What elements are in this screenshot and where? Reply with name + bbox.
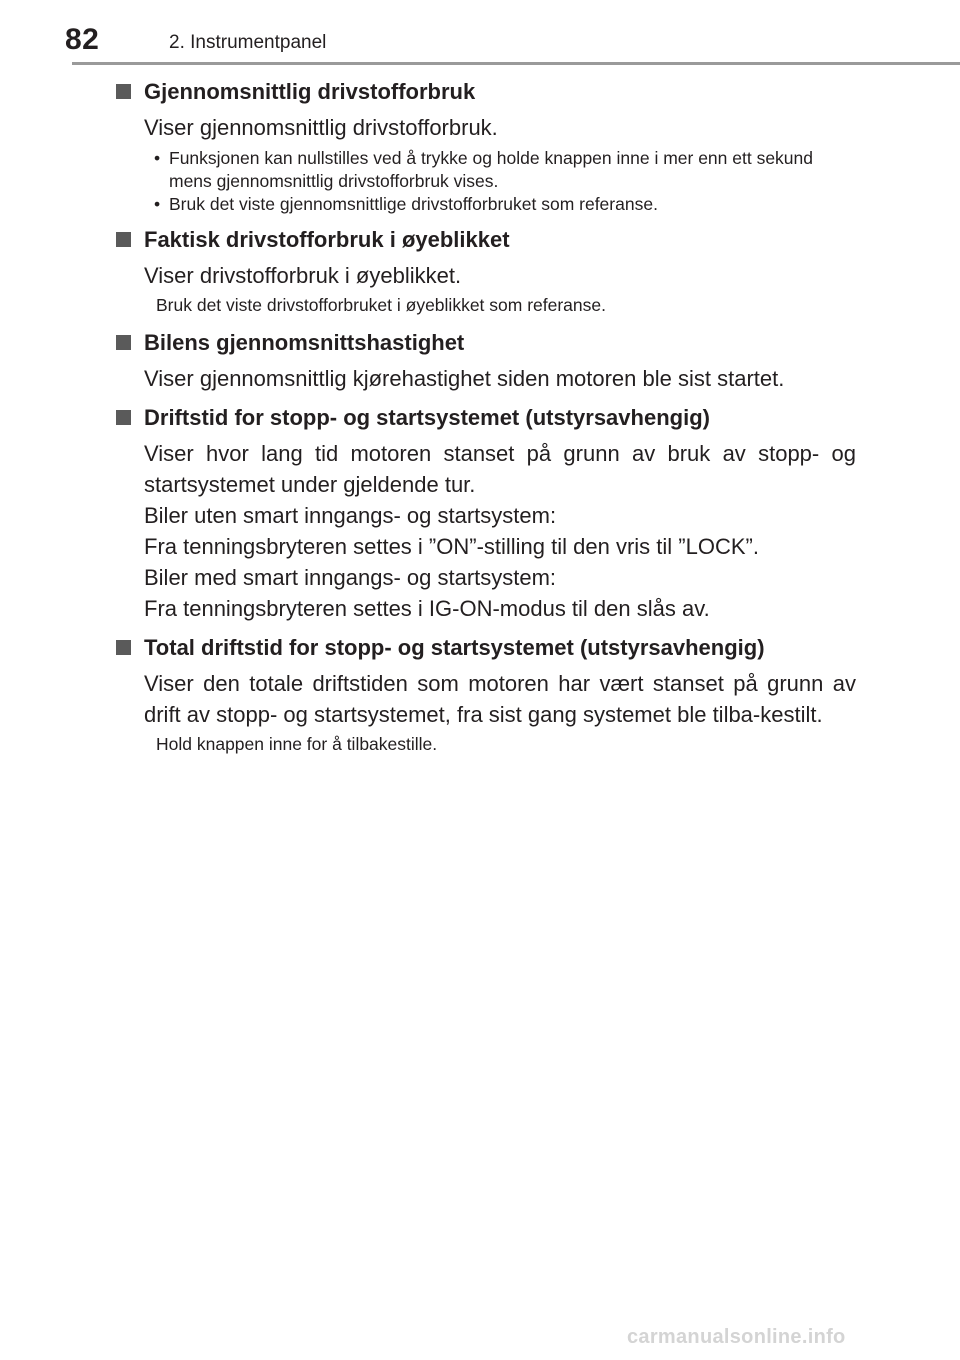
list-item-text: Funksjonen kan nullstilles ved å trykke og holde knappen inne i mer enn ett sekund mens gjennomsnittlig drivstofforbruk vises. [169,148,814,191]
section-title: Driftstid for stopp- og startsystemet (utstyrsavhengig) [144,405,710,430]
section-total-stop-start-run-time [116,632,856,756]
section-average-fuel-consumption [116,76,856,216]
section-stop-start-run-time [116,402,856,624]
section-text: Viser den totale driftstiden som motoren har vært stanset på grunn av drift av stopp- og startsystemet, fra sist gang systemet ble tilba-kestilt. [144,671,856,727]
section-text: Fra tenningsbryteren settes i IG-ON-modus til den slås av. [144,596,710,621]
bullet-list [116,147,856,216]
square-bullet-icon [116,640,131,655]
section-text: Biler med smart inngangs- og startsystem: [144,565,557,590]
section-text: Viser gjennomsnittlig drivstofforbruk. [144,115,498,140]
chapter-title: 2. Instrumentpanel [169,32,327,53]
section-text: Viser gjennomsnittlig kjørehastighet siden motoren ble sist startet. [144,366,785,391]
page-header [0,0,960,66]
section-text: Biler uten smart inngangs- og startsystem: [144,503,557,528]
bullet-dot-icon: • [154,194,161,214]
section-heading [116,76,856,108]
section-heading [116,224,856,256]
square-bullet-icon [116,335,131,350]
section-average-speed [116,327,856,394]
list-item [154,147,856,193]
section-heading [116,327,856,359]
section-title: Bilens gjennomsnittshastighet [144,330,465,355]
section-note: Hold knappen inne for å tilbakestille. [156,734,438,754]
square-bullet-icon [116,232,131,247]
section-title: Faktisk drivstofforbruk i øyeblikket [144,227,510,252]
section-text: Viser hvor lang tid motoren stanset på grunn av bruk av stopp- og startsystemet under gjeldende tur. [144,441,856,497]
header-divider [72,62,960,65]
section-note: Bruk det viste drivstofforbruket i øyeblikket som referanse. [156,295,606,315]
section-title: Total driftstid for stopp- og startsystemet (utstyrsavhengig) [144,635,765,660]
section-text: Fra tenningsbryteren settes i ”ON”-stilling til den vris til ”LOCK”. [144,534,759,559]
list-item [154,193,856,216]
bullet-dot-icon: • [154,148,161,168]
watermark-logo: carmanualsonline.info [627,1326,846,1348]
section-heading [116,632,856,664]
page-number: 82 [65,23,100,56]
section-heading [116,402,856,434]
page-content [116,76,856,756]
section-title: Gjennomsnittlig drivstofforbruk [144,79,476,104]
section-text: Viser drivstofforbruk i øyeblikket. [144,263,462,288]
list-item-text: Bruk det viste gjennomsnittlige drivstofforbruket som referanse. [169,194,658,214]
square-bullet-icon [116,410,131,425]
square-bullet-icon [116,84,131,99]
section-current-fuel-consumption [116,224,856,317]
